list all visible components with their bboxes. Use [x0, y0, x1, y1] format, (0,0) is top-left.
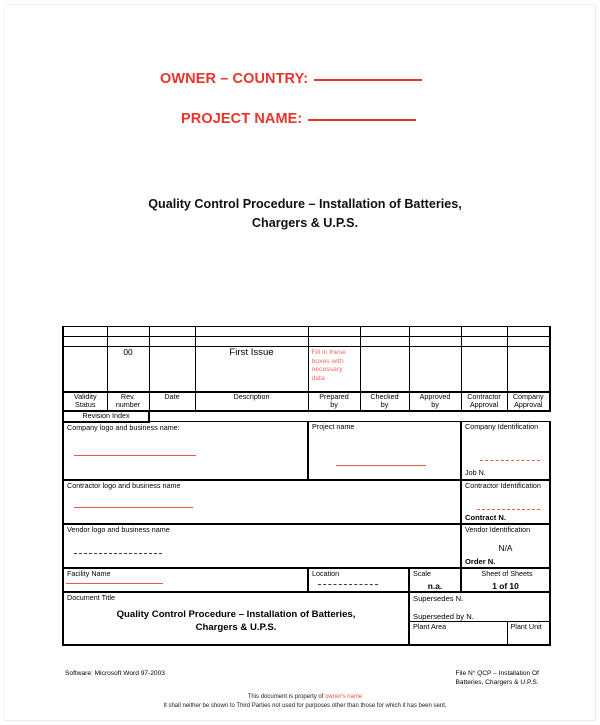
page-title-line1: Quality Control Procedure – Installation of Batteries,: [148, 197, 462, 211]
owner-country-heading: [160, 71, 422, 87]
col-header-company-approval: [507, 392, 550, 411]
scale-cell[interactable]: [409, 568, 461, 592]
footer-file-number-line2: Batteries, Chargers & U.P.S.: [455, 678, 539, 686]
col-header-line1: Validity: [73, 392, 97, 401]
col-header-checked-by: [360, 392, 409, 411]
sheet-cell[interactable]: [461, 568, 550, 592]
cell-description[interactable]: [195, 337, 308, 347]
company-name-rule: [74, 455, 196, 456]
cell-approved-by[interactable]: [409, 337, 461, 347]
cell-prepared-by[interactable]: [308, 347, 360, 393]
vendor-identification-label: Vendor Identification: [465, 524, 531, 534]
cell-description[interactable]: First Issue: [195, 347, 308, 393]
col-header-line2: Approval: [514, 400, 543, 410]
cell-checked-by[interactable]: [360, 337, 409, 347]
cell-date[interactable]: [149, 327, 195, 337]
cell-validity-status[interactable]: [63, 347, 107, 393]
disclaimer-line2: It shall neither be shown to Third Parties not used for purposes other than those for which it has been sent.: [163, 702, 447, 709]
disclaimer-line1: [5, 693, 600, 702]
col-header-line1: Checked: [370, 392, 399, 401]
col-header-line1: Contractor: [467, 392, 501, 401]
cell-validity-status[interactable]: [63, 327, 107, 337]
col-header-line2: by: [330, 400, 338, 410]
col-header-description: [195, 392, 308, 411]
company-identification-cell[interactable]: [461, 422, 550, 480]
col-header-line1: Rev.: [120, 392, 136, 401]
scale-label: Scale: [413, 568, 431, 578]
location-label: Location: [312, 568, 340, 578]
vendor-name-rule: [74, 553, 162, 554]
col-header-validity-status: [63, 392, 107, 411]
project-name-rule: [336, 465, 426, 466]
vendor-logo-label: Vendor logo and business name: [67, 524, 170, 534]
job-number-label: Job N.: [465, 468, 486, 477]
col-header-line2: by: [431, 400, 439, 410]
plant-area-cell[interactable]: [409, 622, 507, 646]
facility-row: [63, 568, 550, 592]
vendor-row: [63, 524, 550, 568]
document-title-line2: Chargers & U.P.S.: [195, 621, 277, 633]
cell-checked-by[interactable]: [360, 347, 409, 393]
disclaimer-owner: owner's name: [325, 694, 363, 700]
col-header-rev-number: [107, 392, 149, 411]
location-rule: [318, 584, 378, 585]
project-name-blank: [308, 119, 416, 121]
col-header-line2: Status: [75, 400, 96, 410]
footer-file-number: [455, 670, 539, 688]
project-name-heading: [181, 111, 416, 127]
footer-file-number-line1: File N° QCP – Installation Of: [455, 670, 539, 677]
superseded-by-label: Superseded by N.: [413, 612, 474, 622]
cell-approved-by[interactable]: [409, 347, 461, 393]
cell-company-approval[interactable]: [507, 327, 550, 337]
project-name-label: Project name: [312, 422, 355, 432]
contractor-identification-rule: [477, 509, 540, 510]
company-row: [63, 422, 550, 480]
col-header-line2: Approval: [469, 400, 499, 410]
footer-disclaimer: [5, 693, 600, 710]
cell-contractor-approval[interactable]: [461, 347, 507, 393]
facility-name-rule: [66, 583, 163, 584]
facility-name-label: Facility Name: [67, 568, 111, 578]
vendor-identification-value: N/A: [498, 542, 513, 553]
plant-unit-label: Plant Unit: [510, 622, 542, 632]
cell-date[interactable]: [149, 337, 195, 347]
page-title: [65, 195, 545, 233]
contractor-name-rule: [74, 507, 193, 508]
cell-rev-number[interactable]: 00: [107, 347, 149, 393]
contractor-logo-label: Contractor logo and business name: [67, 480, 181, 490]
revision-index-row: [63, 411, 550, 422]
col-header-line1: Description: [233, 392, 270, 401]
col-header-line1: Approved: [419, 392, 451, 401]
company-identification-rule: [480, 460, 540, 461]
cell-contractor-approval[interactable]: [461, 327, 507, 337]
cell-contractor-approval[interactable]: [461, 337, 507, 347]
facility-name-cell[interactable]: [63, 568, 308, 592]
revision-row-first-issue: [63, 347, 550, 393]
project-name-cell[interactable]: [308, 422, 461, 480]
col-header-prepared-by: [308, 392, 360, 411]
contract-number-label: Contract N.: [465, 512, 506, 522]
page-title-line2: Chargers & U.P.S.: [251, 216, 359, 230]
col-header-approved-by: [409, 392, 461, 411]
vendor-identification-cell[interactable]: [461, 524, 550, 568]
cell-company-approval[interactable]: [507, 337, 550, 347]
fill-in-note: Fill in these boxes with necessary data: [311, 349, 346, 383]
cell-prepared-by[interactable]: [308, 337, 360, 347]
contractor-identification-label: Contractor Identification: [465, 480, 541, 490]
cell-validity-status[interactable]: [63, 337, 107, 347]
revision-row-empty-2: [63, 337, 550, 347]
footer-software: Software: Microsoft Word 97-2003: [65, 670, 165, 677]
cell-description[interactable]: [195, 327, 308, 337]
document-title-row: [63, 592, 550, 622]
col-header-line1: Date: [164, 392, 180, 401]
scale-value: n.a.: [427, 580, 443, 591]
document-title-cell[interactable]: [63, 592, 409, 646]
revision-index-label: Revision Index: [63, 411, 149, 422]
company-identification-label: Company Identification: [465, 422, 539, 432]
contractor-identification-cell[interactable]: [461, 480, 550, 524]
col-header-line2: number: [115, 400, 141, 410]
col-header-contractor-approval: [461, 392, 507, 411]
supersedes-cell[interactable]: [409, 592, 550, 622]
cell-approved-by[interactable]: [409, 327, 461, 337]
contractor-logo-cell[interactable]: [63, 480, 461, 524]
owner-country-label: OWNER – COUNTRY:: [160, 71, 309, 87]
company-logo-label: Company logo and business name:: [67, 422, 180, 432]
company-logo-cell[interactable]: [63, 422, 308, 480]
cell-date[interactable]: [149, 347, 195, 393]
owner-country-blank: [314, 79, 422, 81]
col-header-line1: Prepared: [319, 392, 349, 401]
page-sheet: [4, 4, 596, 721]
col-header-line2: by: [380, 400, 389, 410]
cell-rev-number[interactable]: [107, 327, 149, 337]
plant-area-label: Plant Area: [413, 622, 447, 632]
sheet-value: 1 of 10: [492, 580, 519, 591]
document-title-line1: Quality Control Procedure – Installation of Batteries,: [116, 608, 356, 620]
title-block-table: [62, 326, 551, 646]
sheet-label: Sheet of Sheets: [481, 568, 533, 578]
col-header-line1: Company: [512, 392, 544, 401]
location-cell[interactable]: [308, 568, 409, 592]
revision-header-row: [63, 392, 550, 411]
cell-rev-number[interactable]: [107, 337, 149, 347]
plant-unit-cell[interactable]: [507, 622, 550, 646]
vendor-logo-cell[interactable]: [63, 524, 461, 568]
contractor-row: [63, 480, 550, 524]
order-number-label: Order N.: [465, 556, 496, 566]
cell-company-approval[interactable]: [507, 347, 550, 393]
revision-index-spacer: [149, 411, 550, 422]
revision-row-empty-1: [63, 327, 550, 337]
supersedes-label: Supersedes N.: [413, 593, 464, 603]
disclaimer-prefix: This document is property of: [247, 694, 326, 700]
project-name-label: PROJECT NAME:: [181, 111, 303, 127]
cell-checked-by[interactable]: [360, 327, 409, 337]
col-header-date: [149, 392, 195, 411]
cell-prepared-by[interactable]: [308, 327, 360, 337]
document-title-label: Document Title: [67, 592, 115, 602]
